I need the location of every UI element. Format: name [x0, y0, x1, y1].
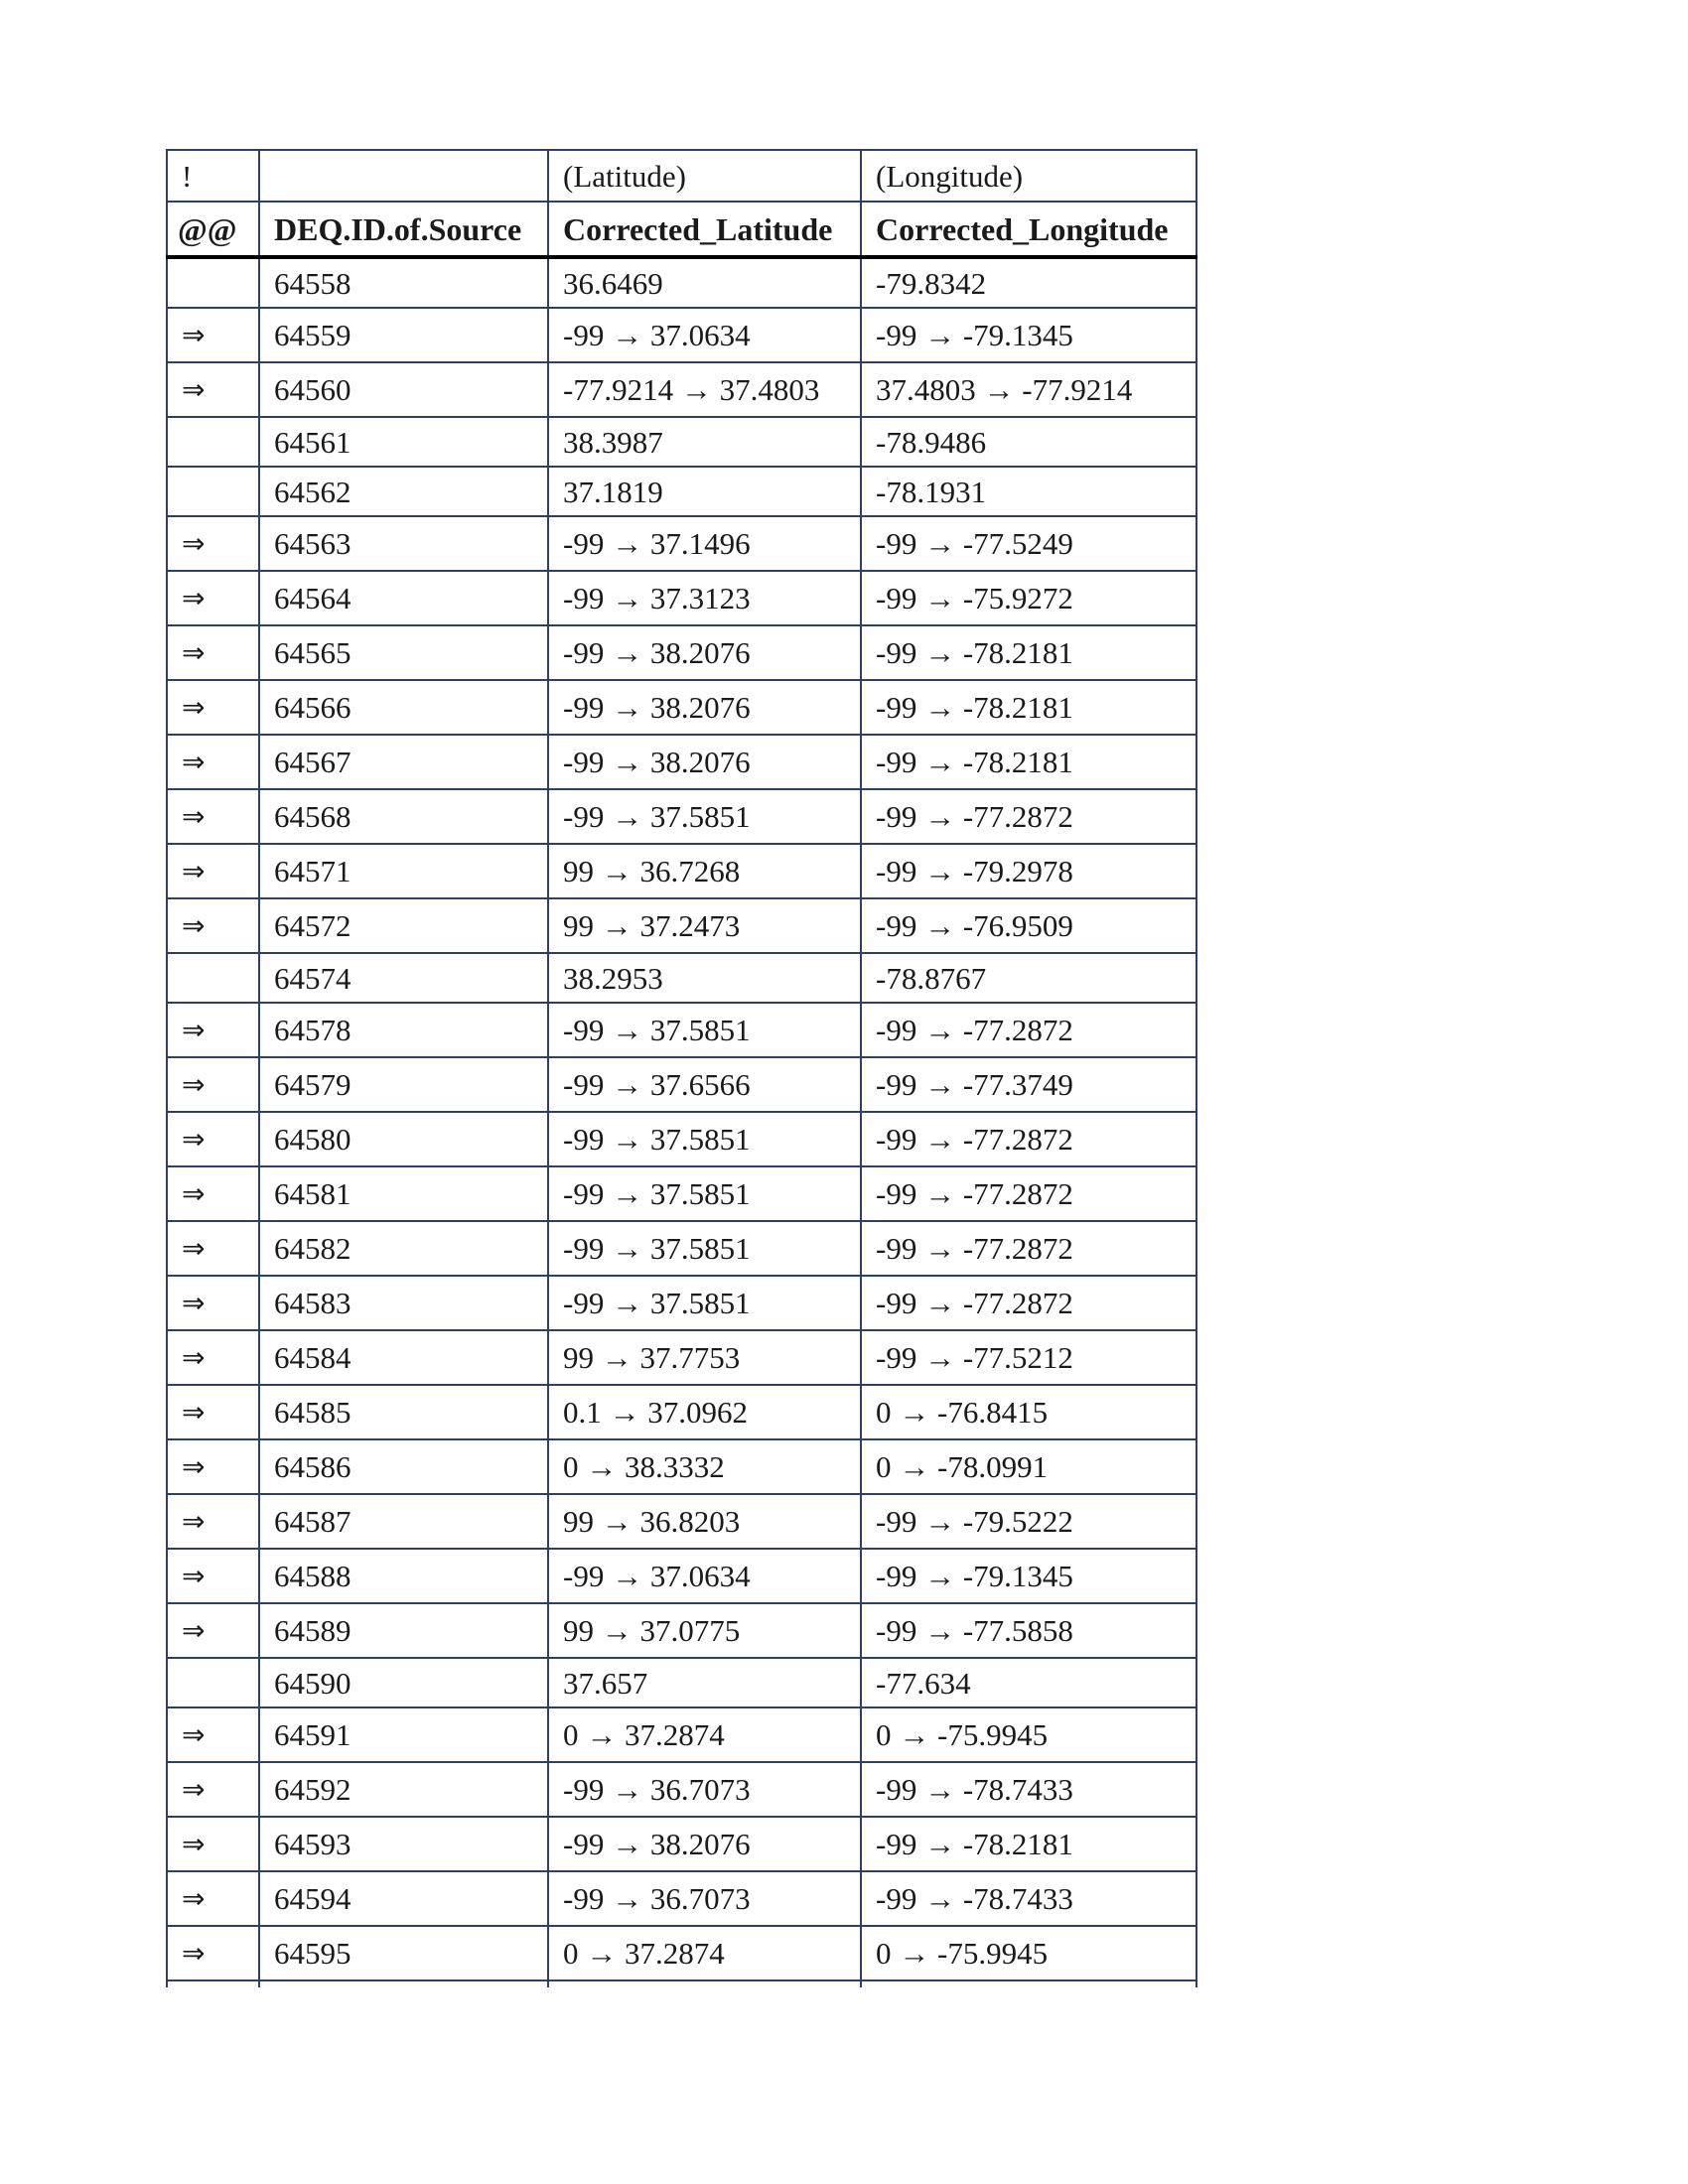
row-flag-arrow: ⇒ [167, 1003, 259, 1057]
row-flag-arrow: ⇒ [167, 1439, 259, 1494]
row-corrected-longitude: 37.4803 → -77.9214 [861, 362, 1196, 417]
row-corrected-longitude: -99 → -77.2872 [861, 789, 1196, 844]
continuation-row [167, 1980, 1196, 1987]
row-corrected-longitude: -99 → -77.5249 [861, 516, 1196, 571]
row-corrected-longitude: -99 → -77.5858 [861, 1603, 1196, 1658]
caption-cell-id [259, 150, 548, 202]
row-flag-arrow [167, 1658, 259, 1707]
row-corrected-longitude: -99 → -78.7433 [861, 1871, 1196, 1926]
row-corrected-latitude: 99 → 37.2473 [548, 898, 861, 953]
row-corrected-latitude: -99 → 38.2076 [548, 1817, 861, 1871]
table-row [167, 516, 1196, 571]
row-corrected-longitude: -99 → -77.2872 [861, 1112, 1196, 1166]
row-deq-id: 64585 [259, 1385, 548, 1439]
row-deq-id: 64568 [259, 789, 548, 844]
row-corrected-longitude: 0 → -78.0991 [861, 1439, 1196, 1494]
row-deq-id: 64562 [259, 467, 548, 516]
row-corrected-latitude: -99 → 38.2076 [548, 625, 861, 680]
header-corrected-latitude: Corrected_Latitude [548, 202, 861, 257]
row-deq-id: 64579 [259, 1057, 548, 1112]
row-flag-arrow: ⇒ [167, 1221, 259, 1276]
table-row [167, 1926, 1196, 1980]
row-flag-arrow: ⇒ [167, 516, 259, 571]
row-flag-arrow [167, 417, 259, 467]
table-row [167, 467, 1196, 516]
row-deq-id: 64564 [259, 571, 548, 625]
row-flag-arrow: ⇒ [167, 1549, 259, 1603]
row-corrected-longitude: -99 → -77.5212 [861, 1330, 1196, 1385]
table-row [167, 1762, 1196, 1817]
row-corrected-longitude: -99 → -75.9272 [861, 571, 1196, 625]
row-flag-arrow: ⇒ [167, 680, 259, 735]
row-corrected-latitude: -99 → 36.7073 [548, 1871, 861, 1926]
table-row [167, 1439, 1196, 1494]
row-corrected-latitude: 99 → 36.7268 [548, 844, 861, 898]
row-deq-id: 64558 [259, 257, 548, 308]
table-row [167, 1221, 1196, 1276]
row-corrected-longitude: -79.8342 [861, 257, 1196, 308]
row-corrected-longitude: -99 → -77.2872 [861, 1276, 1196, 1330]
row-corrected-longitude: -99 → -78.2181 [861, 1817, 1196, 1871]
row-deq-id: 64580 [259, 1112, 548, 1166]
row-corrected-longitude: -77.634 [861, 1658, 1196, 1707]
row-corrected-latitude: 0 → 37.2874 [548, 1926, 861, 1980]
row-corrected-latitude: -99 → 37.5851 [548, 1221, 861, 1276]
row-deq-id: 64559 [259, 308, 548, 362]
row-flag-arrow: ⇒ [167, 1494, 259, 1549]
row-flag-arrow [167, 257, 259, 308]
row-corrected-longitude: -99 → -78.2181 [861, 680, 1196, 735]
table-row [167, 1385, 1196, 1439]
row-corrected-latitude: 0.1 → 37.0962 [548, 1385, 861, 1439]
row-corrected-latitude: -99 → 37.5851 [548, 1003, 861, 1057]
row-flag-arrow: ⇒ [167, 1385, 259, 1439]
table-row [167, 308, 1196, 362]
row-corrected-longitude: -99 → -79.2978 [861, 844, 1196, 898]
row-deq-id: 64594 [259, 1871, 548, 1926]
row-flag-arrow: ⇒ [167, 1817, 259, 1871]
row-corrected-latitude: -99 → 37.5851 [548, 1166, 861, 1221]
row-corrected-longitude: -99 → -79.1345 [861, 1549, 1196, 1603]
row-corrected-longitude: 0 → -75.9945 [861, 1926, 1196, 1980]
row-flag-arrow: ⇒ [167, 571, 259, 625]
row-corrected-longitude: -99 → -77.2872 [861, 1166, 1196, 1221]
table-row [167, 417, 1196, 467]
row-corrected-latitude: 99 → 37.0775 [548, 1603, 861, 1658]
row-flag-arrow: ⇒ [167, 1276, 259, 1330]
table-row [167, 680, 1196, 735]
table-row [167, 1549, 1196, 1603]
header-flag: @@ [167, 202, 259, 257]
row-deq-id: 64584 [259, 1330, 548, 1385]
row-corrected-latitude: -99 → 36.7073 [548, 1762, 861, 1817]
row-corrected-latitude: 37.1819 [548, 467, 861, 516]
row-corrected-latitude: -99 → 37.0634 [548, 308, 861, 362]
row-deq-id: 64567 [259, 735, 548, 789]
caption-cell-flag: ! [167, 150, 259, 202]
row-flag-arrow: ⇒ [167, 1871, 259, 1926]
row-corrected-longitude: -78.8767 [861, 953, 1196, 1003]
row-flag-arrow: ⇒ [167, 789, 259, 844]
row-deq-id: 64589 [259, 1603, 548, 1658]
row-flag-arrow: ⇒ [167, 625, 259, 680]
row-flag-arrow: ⇒ [167, 1707, 259, 1762]
caption-cell-latitude: (Latitude) [548, 150, 861, 202]
row-corrected-latitude: 38.2953 [548, 953, 861, 1003]
row-deq-id: 64583 [259, 1276, 548, 1330]
table-row [167, 1330, 1196, 1385]
table-row [167, 571, 1196, 625]
caption-cell-longitude: (Longitude) [861, 150, 1196, 202]
row-deq-id: 64587 [259, 1494, 548, 1549]
row-deq-id: 64563 [259, 516, 548, 571]
row-corrected-latitude: -99 → 37.5851 [548, 1276, 861, 1330]
row-flag-arrow: ⇒ [167, 898, 259, 953]
row-corrected-longitude: -99 → -78.2181 [861, 625, 1196, 680]
table-row [167, 257, 1196, 308]
table-body [167, 257, 1196, 1980]
table-row [167, 1276, 1196, 1330]
row-deq-id: 64565 [259, 625, 548, 680]
table-row [167, 625, 1196, 680]
row-flag-arrow: ⇒ [167, 1166, 259, 1221]
row-corrected-latitude: 36.6469 [548, 257, 861, 308]
row-corrected-latitude: -99 → 38.2076 [548, 735, 861, 789]
row-corrected-longitude: -99 → -77.2872 [861, 1221, 1196, 1276]
row-corrected-latitude: -99 → 37.1496 [548, 516, 861, 571]
row-corrected-longitude: -99 → -78.2181 [861, 735, 1196, 789]
row-deq-id: 64582 [259, 1221, 548, 1276]
row-flag-arrow: ⇒ [167, 844, 259, 898]
row-flag-arrow: ⇒ [167, 735, 259, 789]
row-corrected-latitude: 38.3987 [548, 417, 861, 467]
row-deq-id: 64586 [259, 1439, 548, 1494]
table-row [167, 844, 1196, 898]
table-row [167, 1658, 1196, 1707]
caption-row [167, 150, 1196, 202]
table-row [167, 898, 1196, 953]
row-corrected-latitude: 37.657 [548, 1658, 861, 1707]
row-corrected-latitude: -99 → 37.5851 [548, 1112, 861, 1166]
table-row [167, 1112, 1196, 1166]
row-corrected-latitude: 0 → 37.2874 [548, 1707, 861, 1762]
row-corrected-latitude: 99 → 37.7753 [548, 1330, 861, 1385]
row-flag-arrow: ⇒ [167, 308, 259, 362]
row-deq-id: 64572 [259, 898, 548, 953]
row-corrected-latitude: -99 → 37.6566 [548, 1057, 861, 1112]
row-flag-arrow [167, 953, 259, 1003]
row-deq-id: 64574 [259, 953, 548, 1003]
row-corrected-longitude: -99 → -79.5222 [861, 1494, 1196, 1549]
row-deq-id: 64560 [259, 362, 548, 417]
row-corrected-latitude: -99 → 38.2076 [548, 680, 861, 735]
header-deq-id: DEQ.ID.of.Source [259, 202, 548, 257]
row-corrected-longitude: -99 → -77.3749 [861, 1057, 1196, 1112]
row-deq-id: 64571 [259, 844, 548, 898]
row-flag-arrow: ⇒ [167, 1330, 259, 1385]
table-row [167, 1003, 1196, 1057]
row-corrected-latitude: 99 → 36.8203 [548, 1494, 861, 1549]
row-deq-id: 64593 [259, 1817, 548, 1871]
header-row [167, 202, 1196, 257]
row-flag-arrow [167, 467, 259, 516]
row-corrected-longitude: 0 → -75.9945 [861, 1707, 1196, 1762]
row-corrected-latitude: -99 → 37.3123 [548, 571, 861, 625]
table-row [167, 1166, 1196, 1221]
row-deq-id: 64591 [259, 1707, 548, 1762]
row-corrected-longitude: -99 → -79.1345 [861, 308, 1196, 362]
row-deq-id: 64566 [259, 680, 548, 735]
table-row [167, 1817, 1196, 1871]
row-flag-arrow: ⇒ [167, 1603, 259, 1658]
row-corrected-latitude: -99 → 37.5851 [548, 789, 861, 844]
row-corrected-longitude: -78.1931 [861, 467, 1196, 516]
row-corrected-latitude: -77.9214 → 37.4803 [548, 362, 861, 417]
row-deq-id: 64588 [259, 1549, 548, 1603]
table-row [167, 1707, 1196, 1762]
row-corrected-longitude: -99 → -76.9509 [861, 898, 1196, 953]
row-flag-arrow: ⇒ [167, 1057, 259, 1112]
coordinates-table [166, 149, 1197, 1987]
row-flag-arrow: ⇒ [167, 1112, 259, 1166]
row-corrected-longitude: -78.9486 [861, 417, 1196, 467]
row-flag-arrow: ⇒ [167, 362, 259, 417]
table-row [167, 1494, 1196, 1549]
row-corrected-latitude: 0 → 38.3332 [548, 1439, 861, 1494]
row-corrected-latitude: -99 → 37.0634 [548, 1549, 861, 1603]
table-row [167, 789, 1196, 844]
table-row [167, 1057, 1196, 1112]
row-deq-id: 64595 [259, 1926, 548, 1980]
row-corrected-longitude: 0 → -76.8415 [861, 1385, 1196, 1439]
header-corrected-longitude: Corrected_Longitude [861, 202, 1196, 257]
row-deq-id: 64581 [259, 1166, 548, 1221]
row-corrected-longitude: -99 → -78.7433 [861, 1762, 1196, 1817]
row-corrected-longitude: -99 → -77.2872 [861, 1003, 1196, 1057]
row-deq-id: 64590 [259, 1658, 548, 1707]
row-deq-id: 64592 [259, 1762, 548, 1817]
row-flag-arrow: ⇒ [167, 1762, 259, 1817]
table-row [167, 735, 1196, 789]
table-row [167, 1871, 1196, 1926]
row-deq-id: 64561 [259, 417, 548, 467]
table-row [167, 1603, 1196, 1658]
row-flag-arrow: ⇒ [167, 1926, 259, 1980]
table-row [167, 362, 1196, 417]
row-deq-id: 64578 [259, 1003, 548, 1057]
table-row [167, 953, 1196, 1003]
